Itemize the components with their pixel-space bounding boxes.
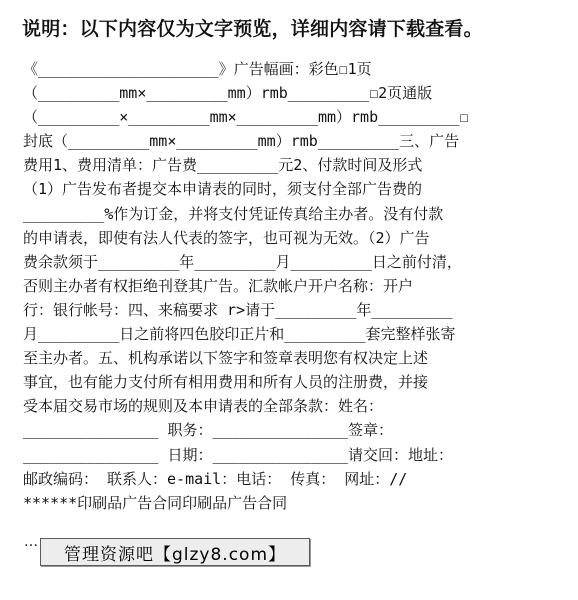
document-line: （_________mm×_________mm）rmb_________☐2页通版 bbox=[23, 84, 433, 103]
preview-notice: 说明：以下内容仅为文字预览，详细内容请下载查看。 bbox=[22, 18, 483, 40]
document-line: （1）广告发布者提交本申请表的同时，须支付全部广告费的 bbox=[23, 180, 423, 199]
document-line: _______________ 日期：_______________请交回：地址： bbox=[23, 445, 453, 464]
document-line: 费用1、费用清单：广告费_________元2、付款时间及形式 bbox=[23, 156, 423, 175]
document-line: 至主办者。五、机构承诺以下签字和签章表明您有权决定上述 bbox=[23, 349, 429, 368]
document-body bbox=[23, 57, 553, 515]
document-line: 否则主办者有权拒绝刊登其广告。汇款帐户开户名称：开户 bbox=[23, 276, 414, 295]
document-line: 受本届交易市场的规则及本申请表的全部条款：姓名： bbox=[23, 397, 384, 416]
document-line: _________%作为订金，并将支付凭证传真给主办者。没有付款 bbox=[23, 204, 444, 223]
source-link-box[interactable]: 管理资源吧【glzy8.com】 bbox=[40, 538, 310, 566]
truncation-ellipsis: … bbox=[24, 534, 39, 550]
document-line: 《____________________》广告幅画：彩色☐1页 bbox=[23, 60, 372, 78]
document-line: 费余款须于_________年_________月_________日之前付清， bbox=[23, 252, 462, 271]
document-line: 封底（_________mm×_________mm）rmb_________三、广告 bbox=[23, 132, 460, 151]
document-line: ******印刷品广告合同印刷品广告合同 bbox=[23, 493, 288, 512]
document-line: （_________×_________mm×_________mm）rmb_________☐ bbox=[23, 108, 469, 127]
document-line: 的申请表，即使有法人代表的签字，也可视为无效。（2）广告 bbox=[23, 228, 430, 247]
document-line: _______________ 职务：_______________签章： bbox=[23, 421, 393, 440]
document-line: 月_________日之前将四色胶印正片和_________套完整样张寄 bbox=[23, 325, 456, 344]
document-line: 事宜，也有能力支付所有相用费用和所有人员的注册费，并接 bbox=[23, 373, 429, 392]
document-line: 行：银行帐号：四、来稿要求 r>请于_________年_________ bbox=[23, 300, 453, 319]
document-line: 邮政编码： 联系人：e-mail：电话： 传真： 网址：// bbox=[23, 469, 408, 488]
